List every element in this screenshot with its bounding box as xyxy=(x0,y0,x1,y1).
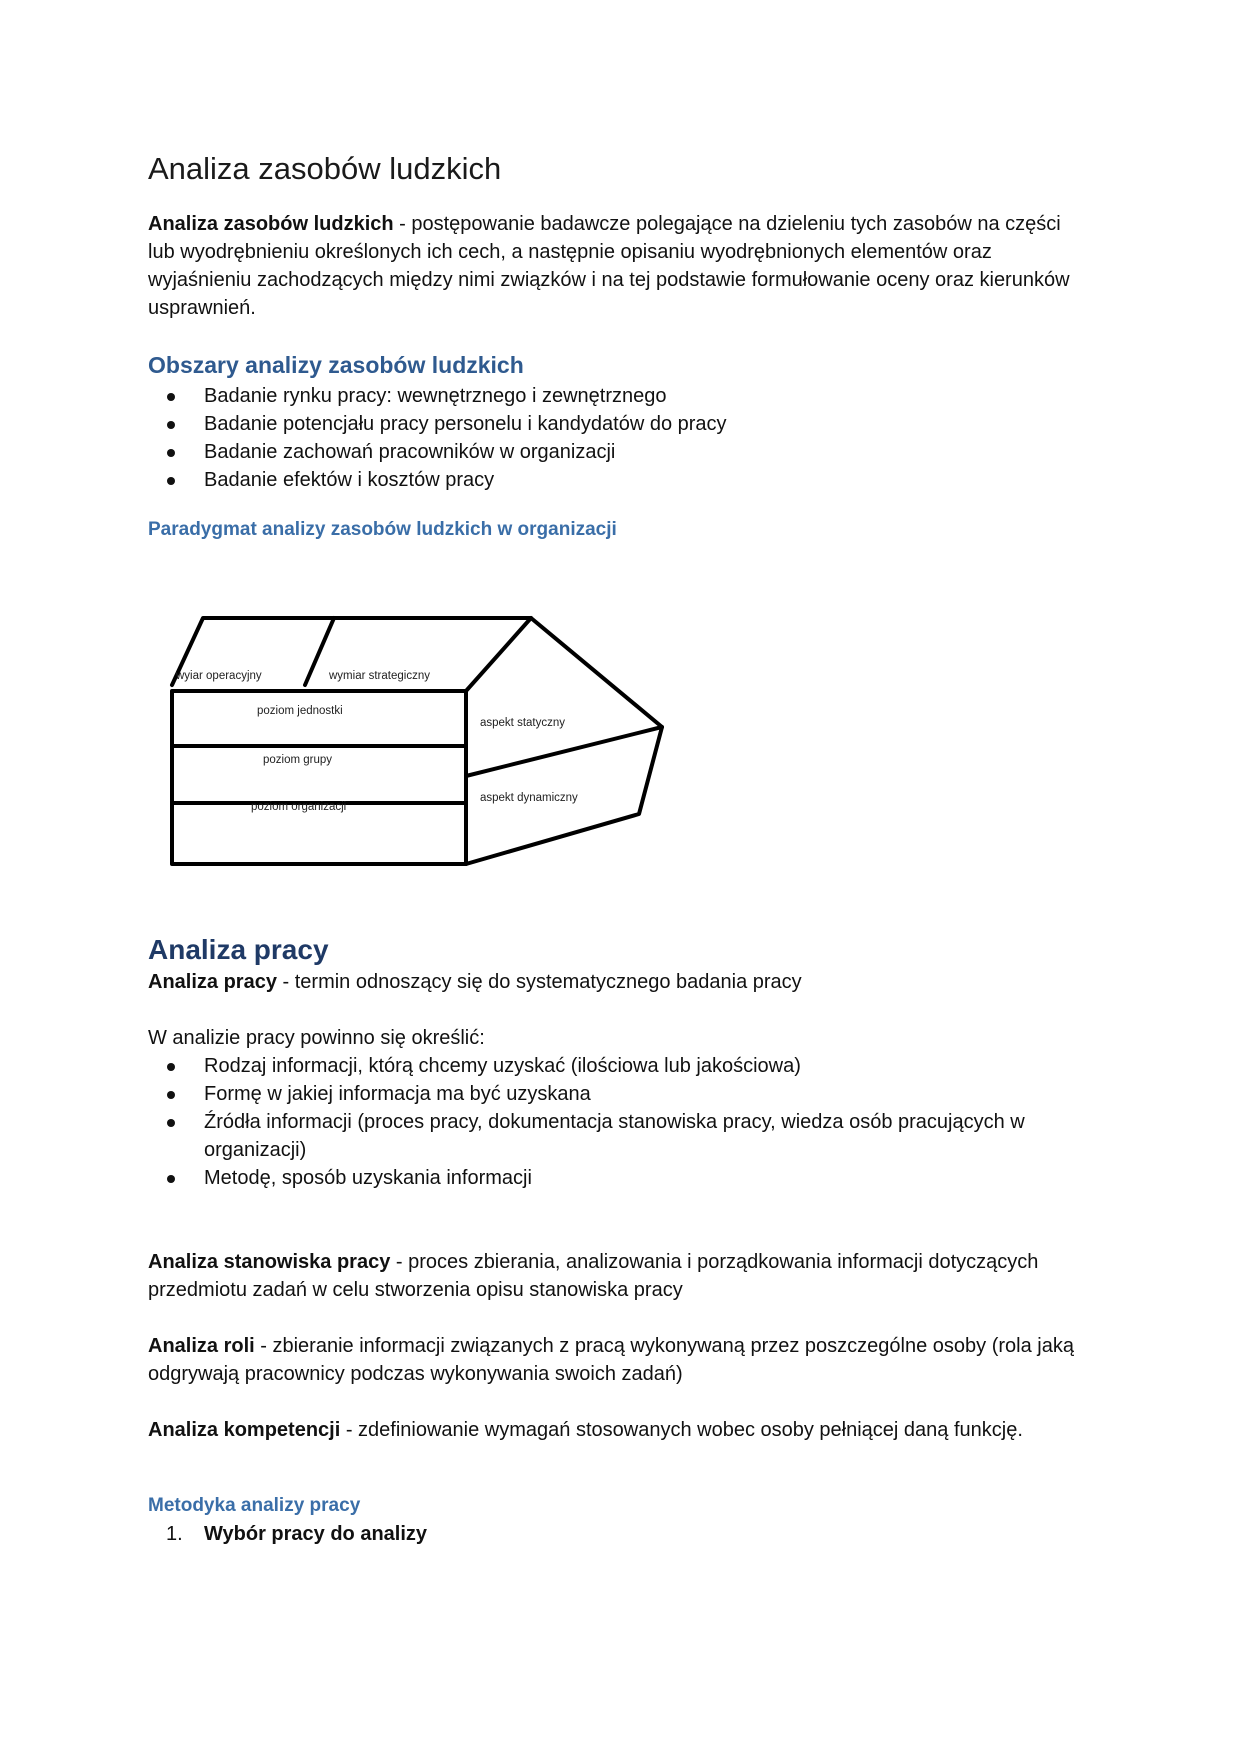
areas-list xyxy=(148,382,1088,494)
definition-term: Analiza zasobów ludzkich xyxy=(148,213,394,235)
work-analysis-heading: Analiza pracy xyxy=(148,934,329,965)
document-content xyxy=(148,148,1088,1548)
areas-heading: Obszary analizy zasobów ludzkich xyxy=(148,352,524,378)
job-analysis-definition xyxy=(148,1248,1088,1304)
hr-analysis-definition xyxy=(148,210,1088,322)
definition-text: - termin odnoszący się do systematycznego badania pracy xyxy=(276,971,802,993)
page-title: Analiza zasobów ludzkich xyxy=(148,151,502,186)
label-strategic: wymiar strategiczny xyxy=(329,670,430,682)
work-analysis-list xyxy=(148,1052,1088,1192)
label-static-aspect: aspekt statyczny xyxy=(480,717,566,729)
label-organization-level: poziom organizacji xyxy=(251,801,347,813)
list-item: Badanie potencjału pracy personelu i kandydatów do pracy xyxy=(148,410,1088,438)
list-item: Badanie efektów i kosztów pracy xyxy=(148,466,1088,494)
list-item: Źródła informacji (proces pracy, dokumentacja stanowiska pracy, wiedza osób pracujących w organizacji) xyxy=(148,1108,1088,1164)
definition-text: - zdefiniowanie wymagań stosowanych wobec osoby pełniącej daną funkcję. xyxy=(340,1419,1023,1441)
definition-text: - proces zbierania, analizowania i porządkowania informacji dotyczących przedmiotu zadań w celu stworzenia opisu stanowiska pracy xyxy=(148,1251,1039,1301)
list-item: Formę w jakiej informacja ma być uzyskana xyxy=(148,1080,1088,1108)
work-analysis-definition xyxy=(148,968,1088,996)
competency-analysis-definition xyxy=(148,1416,1088,1444)
work-analysis-intro: W analizie pracy powinno się określić: xyxy=(148,1027,485,1049)
list-item: Badanie zachowań pracowników w organizacji xyxy=(148,438,1088,466)
paradigm-heading: Paradygmat analizy zasobów ludzkich w organizacji xyxy=(148,519,617,540)
list-item: Rodzaj informacji, którą chcemy uzyskać (ilościowa lub jakościowa) xyxy=(148,1052,1088,1080)
definition-term: Analiza stanowiska pracy xyxy=(148,1251,391,1273)
label-dynamic-aspect: aspekt dynamiczny xyxy=(480,792,578,804)
definition-text: - zbieranie informacji związanych z pracą wykonywaną przez poszczególne osoby (rola jaką odgrywają pracownicy podczas wykonywania swoich zadań) xyxy=(148,1335,1074,1385)
label-operational: wyiar operacyjny xyxy=(176,670,262,682)
definition-text: - postępowanie badawcze polegające na dzieleniu tych zasobów na części lub wyodrębnieniu określonych ich cech, a następnie opisaniu wyodrębnionych elementów oraz wyjaśnieniu zachodzących między nimi związków i na tej podstawie formułowanie oceny oraz kierunków usprawnień. xyxy=(148,213,1070,319)
methodology-list xyxy=(148,1520,1088,1548)
role-analysis-definition xyxy=(148,1332,1088,1388)
side-outline xyxy=(466,618,662,864)
list-item-text: Wybór pracy do analizy xyxy=(204,1523,428,1545)
methodology-heading: Metodyka analizy pracy xyxy=(148,1495,361,1516)
list-item: Metodę, sposób uzyskania informacji xyxy=(148,1164,1088,1192)
definition-term: Analiza pracy xyxy=(148,971,277,993)
side-divider xyxy=(466,727,662,776)
list-item xyxy=(148,1520,1088,1548)
label-unit-level: poziom jednostki xyxy=(257,705,343,717)
definition-term: Analiza kompetencji xyxy=(148,1419,341,1441)
box-unit xyxy=(172,691,466,746)
label-group-level: poziom grupy xyxy=(263,754,333,766)
house-diagram-svg xyxy=(148,596,668,886)
list-number: 1. xyxy=(166,1523,183,1545)
list-item: Badanie rynku pracy: wewnętrznego i zewnętrznego xyxy=(148,382,1088,410)
definition-term: Analiza roli xyxy=(148,1335,255,1357)
paradigm-house-diagram xyxy=(148,596,668,886)
